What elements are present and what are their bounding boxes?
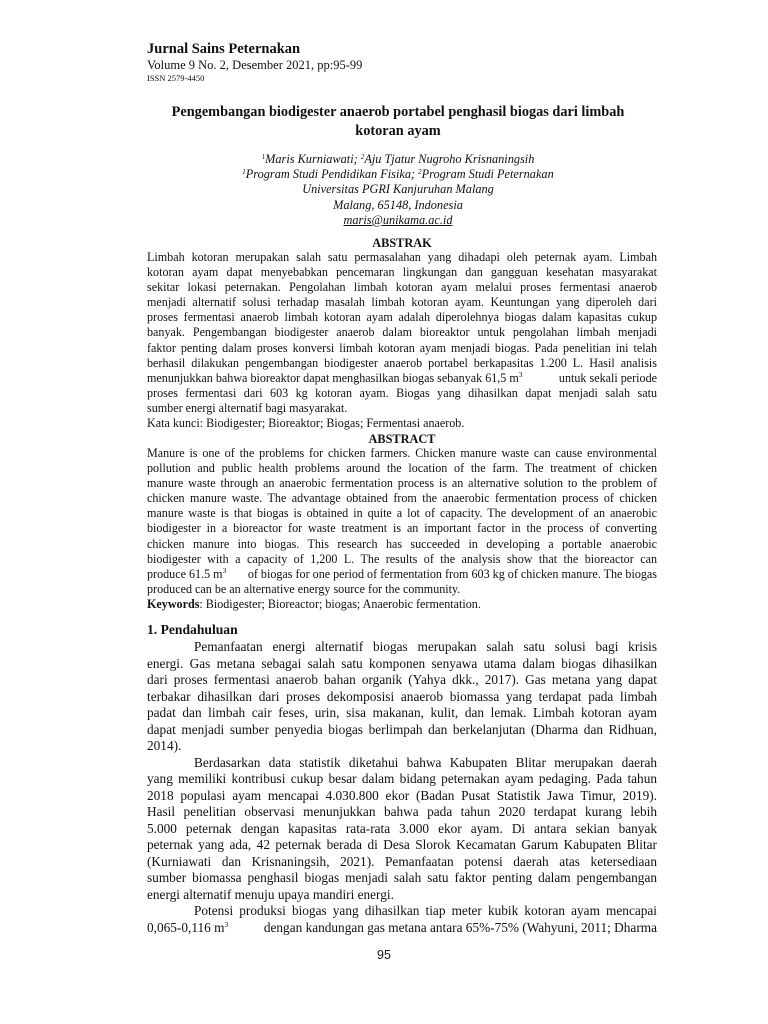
paragraph-line: dapat menjadi sumber penyedia biogas berlimpah dan berkelanjutan (Dharma dan Ridhuan,: [147, 721, 657, 737]
abstrak-line: faktor penting dalam proses konversi limbah kotoran ayam menjadi biogas. Pada penelitian ini telah: [147, 340, 657, 355]
affiliation-2-marker: 2: [418, 168, 422, 177]
abstract-line: Manure is one of the problems for chicken farmers. Chicken manure waste can cause environmental: [147, 446, 657, 460]
paragraph-line-text: dengan kandungan gas metana antara 65%-75% (Wahyuni, 2011; Dharma: [263, 919, 657, 935]
paragraph-line: 2014).: [147, 738, 182, 753]
abstrak-line-text: menunjukkan bahwa bioreaktor dapat menghasilkan biogas sebanyak 61,5 m: [147, 370, 519, 385]
paragraph-line: padat dan limbah cair feses, urin, sisa makanan, kulit, dan lemak. Limbah kotoran ayam: [147, 705, 657, 720]
author-1-name: Maris Kurniawati;: [265, 152, 361, 166]
abstract-line: chicken manure into biogas. This research has succeeded in developing a portable anaerobic: [147, 536, 657, 551]
paragraph-line: energi alternatif menuju upaya mandiri energi.: [147, 886, 394, 902]
paragraph-line-text: 0,065-0,116 m: [147, 919, 225, 935]
abstrak-line: Limbah kotoran merupakan salah satu permasalahan yang dihadapi oleh peternak ayam. Limbah: [147, 250, 657, 264]
abstract-line: produced can be an alternative energy source for the community.: [147, 581, 461, 596]
abstrak-line: menjadi alternatif solusi terhadap masalah limbah kotoran ayam. Keuntungan yang diperoleh dari: [147, 295, 657, 310]
abstrak-body: [147, 250, 657, 431]
paragraph-line: Hasil penelitian observasi menunjukkan bahwa pada tahun 2020 terdapat kurang lebih: [147, 804, 657, 819]
abstrak-line: banyak. Pengembangan biodigester anaerob dalam bioreaktor untuk pengolahan limbah menjadi: [147, 325, 657, 340]
abstrak-line: kotoran ayam dapat menyebabkan pencemaran lingkungan dan gangguan kesehatan masyarakat: [147, 265, 657, 280]
section-heading-pendahuluan: 1. Pendahuluan: [147, 622, 238, 637]
paragraph-line: Pemanfaatan energi alternatif biogas merupakan salah satu solusi bagi krisis: [194, 639, 657, 654]
keywords-text: : Biodigester; Bioreactor; biogas; Anaerobic fermentation.: [199, 596, 481, 611]
abstract-line: [147, 567, 657, 582]
affiliation-1: Program Studi Pendidikan Fisika;: [245, 167, 419, 182]
abstrak-line: sumber energi alternatif bagi masyarakat.: [147, 400, 348, 415]
paper-title: [140, 103, 656, 141]
author-university: Universitas PGRI Kanjuruhan Malang: [302, 182, 494, 197]
paragraph-line: 2018 populasi ayam mencapai 4.030.800 ekor (Badan Pusat Statistik Jawa Timur, 2019).: [147, 787, 657, 803]
author-names: [140, 152, 656, 167]
author-2-marker: 2: [360, 153, 365, 161]
abstrak-line: [147, 371, 657, 386]
abstract-line-text: produce 61.5 m: [147, 566, 223, 581]
paragraph-line: peternak yang ada, 42 peternak berada di Desa Slorok Kecamatan Garum Kabupaten Blitar: [147, 837, 657, 852]
abstract-line: manure waste through an anaerobic fermentation process is an alternative solution to the problem of: [147, 476, 657, 491]
paragraph-line: dari proses fermentasi anaerob bahan organik (Yahya dkk., 2017). Gas metana yang dapat: [147, 672, 657, 687]
paragraph-line: terbakar dihasilkan dari proses dekomposisi anaerob biomassa yang terdapat pada limbah: [147, 688, 657, 704]
abstract-heading: ABSTRACT: [368, 432, 436, 446]
abstract-line: biodigester in a bioreactor for waste treatment is an important factor in the process of converting: [147, 521, 657, 536]
keywords: [147, 597, 657, 612]
journal-issn: ISSN 2579-4450: [147, 73, 205, 83]
paragraph-line: [147, 920, 657, 937]
abstrak-line: proses fermentasi anaerob limbah kotoran ayam adalah diperolehnya biogas dalam kapasitas cukup: [147, 310, 657, 325]
abstrak-heading: ABSTRAK: [372, 236, 432, 250]
abstrak-line: berhasil dilakukan pengembangan biodigester anaerob portabel berkapasitas 1.200 L. Hasil analisis: [147, 355, 657, 370]
cubic-superscript: 3: [224, 919, 229, 929]
paragraph-line: 5.000 peternak dengan kapasitas rata-rata 3.000 ekor ayam. Di antara sekian banyak: [147, 820, 657, 836]
abstract-line: manure waste is that biogas is obtained in quite a lot of capacity. The development of an anaerobic: [147, 506, 657, 521]
journal-name: Jurnal Sains Peternakan: [147, 41, 301, 57]
author-city: Malang, 65148, Indonesia: [333, 197, 463, 212]
abstract-line: chicken manure waste. The advantage obtained from the anaerobic fermentation process of chicken: [147, 491, 657, 506]
paragraph-line: yang memiliki kontribusi cukup besar dalam bidang peternakan ayam pedaging. Pada tahun: [147, 771, 657, 786]
author-2-name: Aju Tjatur Nugroho Krisnaningsih: [364, 152, 535, 166]
paragraph-line: sumber biomassa penghasil biogas menjadi salah satu faktor penting dalam pengembangan: [147, 870, 657, 885]
abstract-line: pollution and public health problems around the location of the farm. The treatment of chicken: [147, 461, 657, 476]
intro-body: [147, 639, 657, 936]
paper-title-line-1: Pengembangan biodigester anaerob portabel penghasil biogas dari limbah: [171, 104, 625, 120]
paragraph-line: Berdasarkan data statistik diketahui bahwa Kabupaten Blitar merupakan daerah: [194, 754, 657, 770]
page-number: 95: [377, 948, 391, 962]
author-email-link[interactable]: maris@unikama.ac.id: [343, 212, 453, 227]
paragraph-line: energi. Gas metana sebagai salah satu komponen senyawa utama dalam biogas dihasilkan: [147, 655, 657, 671]
affiliation-2: Program Studi Peternakan: [421, 167, 554, 182]
keywords-label: Keywords: [147, 596, 200, 611]
kata-kunci: Kata kunci: Biodigester; Bioreaktor; Biogas; Fermentasi anaerob.: [147, 416, 465, 431]
abstrak-line: sekitar lokasi peternakan. Pengolahan limbah kotoran ayam melalui proses fermentasi anaerob: [147, 280, 657, 295]
abstrak-line: proses fermentasi dari 603 kg kotoran ayam. Biogas yang dihasilkan dapat menjadi salah satu: [147, 385, 657, 400]
cubic-superscript: 3: [222, 565, 227, 575]
abstract-body: [147, 446, 657, 612]
paragraph-line: Potensi produksi biogas yang dihasilkan tiap meter kubik kotoran ayam mencapai: [194, 903, 657, 918]
author-affiliations: [140, 167, 656, 182]
paragraph-line: (Kurniawati dan Krisnaningsih, 2021). Pemanfaatan potensi daerah atas ketersediaan: [147, 853, 657, 869]
abstract-line: biodigester with a capacity of 1,200 L. The results of the analysis show that the bioreactor can: [147, 551, 657, 566]
cubic-superscript: 3: [518, 369, 523, 379]
affiliation-1-marker: 1: [242, 168, 246, 177]
author-block: [140, 152, 656, 228]
journal-volume: Volume 9 No. 2, Desember 2021, pp:95-99: [147, 58, 363, 72]
abstract-line-text: of biogas for one period of fermentation from 603 kg of chicken manure. The biogas: [247, 566, 657, 581]
author-1-marker: 1: [261, 153, 266, 161]
abstrak-line-text: untuk sekali periode: [558, 370, 657, 385]
paper-title-line-2: kotoran ayam: [355, 123, 441, 139]
